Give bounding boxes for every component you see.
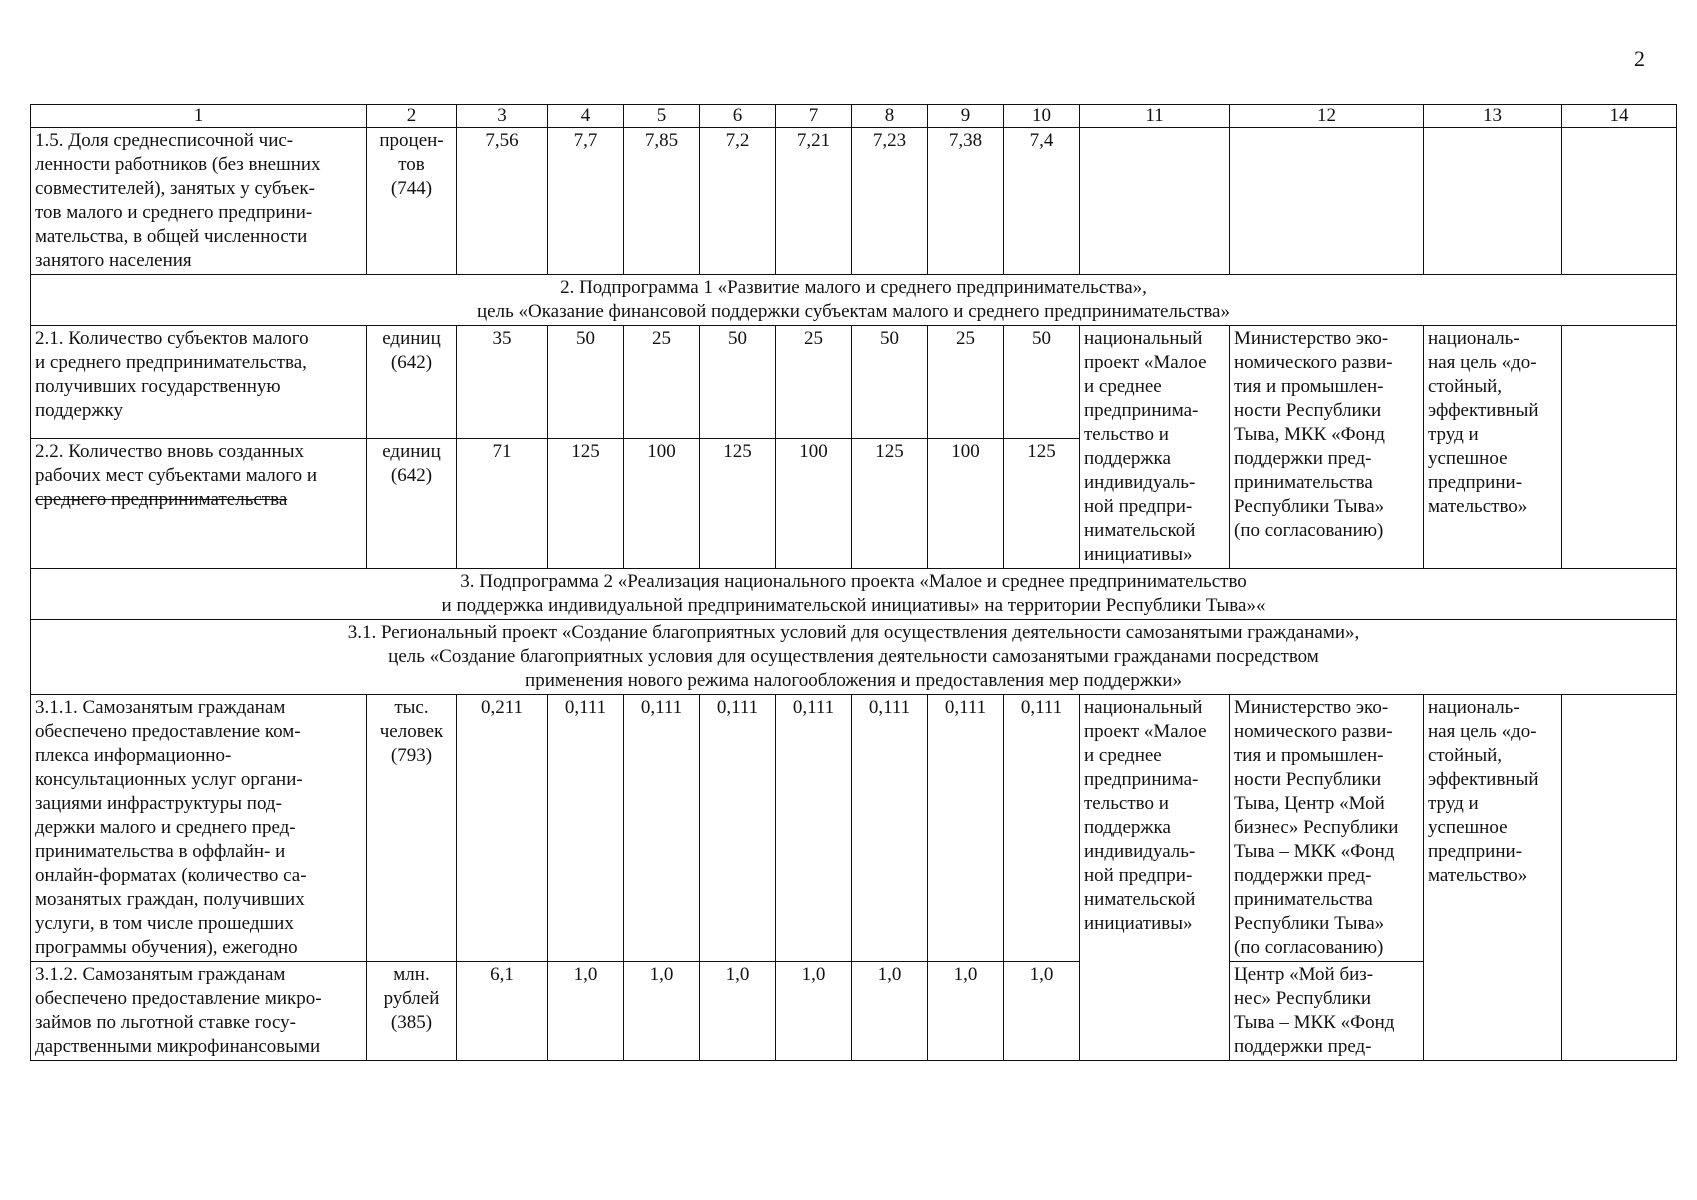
value-cell: 100 (928, 439, 1004, 569)
value-cell: 1,0 (624, 962, 700, 1061)
column-number: 4 (548, 105, 624, 128)
national-goal-cell: националь- ная цель «до- стойный, эффективный труд и успешное предприни- мательство» (1424, 326, 1562, 569)
column-number: 2 (367, 105, 457, 128)
responsible-executor-cell: Министерство эко- номического разви- тия и промышлен- ности Республики Тыва, МКК «Фонд поддержки пред- принимательства Республики Тыва» (по согласованию) (1230, 326, 1424, 569)
empty-cell (1424, 128, 1562, 275)
column-number: 13 (1424, 105, 1562, 128)
column-number: 5 (624, 105, 700, 128)
value-cell: 0,111 (776, 695, 852, 962)
value-cell: 7,85 (624, 128, 700, 275)
indicator-name: 2.1. Количество субъектов малого и среднего предпринимательства, получивших государственную поддержку (31, 326, 367, 439)
value-cell: 0,211 (457, 695, 548, 962)
value-cell: 25 (776, 326, 852, 439)
value-cell: 100 (776, 439, 852, 569)
value-cell: 125 (700, 439, 776, 569)
section-row-2 (31, 275, 1677, 326)
national-goal-cell: националь- ная цель «до- стойный, эффективный труд и успешное предприни- мательство» (1424, 695, 1562, 1061)
value-cell: 7,4 (1004, 128, 1080, 275)
value-cell: 7,21 (776, 128, 852, 275)
section-heading: 3. Подпрограмма 2 «Реализация национального проекта «Малое и среднее предпринимательство и поддержка индивидуальной предпринимательской инициативы» на территории Республики Тыва»« (31, 569, 1677, 620)
value-cell: 1,0 (1004, 962, 1080, 1061)
value-cell: 25 (928, 326, 1004, 439)
value-cell: 0,111 (928, 695, 1004, 962)
column-number: 11 (1080, 105, 1230, 128)
empty-cell (1562, 695, 1677, 1061)
table-row-1-5 (31, 128, 1677, 275)
column-number: 3 (457, 105, 548, 128)
column-number: 14 (1562, 105, 1677, 128)
value-cell: 0,111 (624, 695, 700, 962)
header-row (31, 105, 1677, 128)
section-heading: 3.1. Региональный проект «Создание благоприятных условий для осуществления деятельности самозанятыми гражданами», цель «Создание благоприятных условия для осуществления деятельности самозанятыми гражданами посредством применения нового режима налогообложения и предоставления мер поддержки» (31, 620, 1677, 695)
column-number: 9 (928, 105, 1004, 128)
value-cell: 35 (457, 326, 548, 439)
value-cell: 25 (624, 326, 700, 439)
value-cell: 0,111 (700, 695, 776, 962)
value-cell: 1,0 (700, 962, 776, 1061)
value-cell: 50 (1004, 326, 1080, 439)
value-cell: 50 (852, 326, 928, 439)
unit-cell: тыс. человек (793) (367, 695, 457, 962)
column-number: 1 (31, 105, 367, 128)
empty-cell (1562, 326, 1677, 569)
value-cell: 7,56 (457, 128, 548, 275)
column-number: 12 (1230, 105, 1424, 128)
column-number: 6 (700, 105, 776, 128)
value-cell: 0,111 (852, 695, 928, 962)
national-project-cell: национальный проект «Малое и среднее предпринима- тельство и поддержка индивидуаль- ной предпри- нимательской инициативы» (1080, 695, 1230, 1061)
value-cell: 50 (548, 326, 624, 439)
indicator-name: 1.5. Доля среднесписочной чис- ленности работников (без внешних совместителей), занятых у субъек- тов малого и среднего предприни- мательства, в общей численности занятого населения (31, 128, 367, 275)
section-row-3 (31, 569, 1677, 620)
section-row-3-1 (31, 620, 1677, 695)
national-project-cell: национальный проект «Малое и среднее предпринима- тельство и поддержка индивидуаль- ной предпри- нимательской инициативы» (1080, 326, 1230, 569)
indicator-name: 3.1.1. Самозанятым гражданам обеспечено предоставление ком- плекса информационно- консультационных услуг органи- зациями инфраструктуры под- держки малого и среднего пред- принимательства в оффлайн- и онлайн-форматах (количество са- мозанятых граждан, получивших услуги, в том числе прошедших программы обучения), ежегодно (31, 695, 367, 962)
value-cell: 7,7 (548, 128, 624, 275)
value-cell: 71 (457, 439, 548, 569)
value-cell: 7,2 (700, 128, 776, 275)
value-cell: 1,0 (928, 962, 1004, 1061)
value-cell: 7,38 (928, 128, 1004, 275)
column-number: 7 (776, 105, 852, 128)
indicator-name: 2.2. Количество вновь созданных рабочих мест субъектами малого и среднего предпринимательства (31, 439, 367, 569)
indicator-name: 3.1.2. Самозанятым гражданам обеспечено предоставление микро- займов по льготной ставке госу- дарственными микрофинансовыми (31, 962, 367, 1061)
indicators-table (30, 104, 1677, 1061)
value-cell: 7,23 (852, 128, 928, 275)
value-cell: 0,111 (548, 695, 624, 962)
unit-cell: млн. рублей (385) (367, 962, 457, 1061)
value-cell: 125 (1004, 439, 1080, 569)
unit-cell: процен- тов (744) (367, 128, 457, 275)
value-cell: 6,1 (457, 962, 548, 1061)
column-number: 10 (1004, 105, 1080, 128)
page-number: 2 (1634, 46, 1645, 71)
value-cell: 100 (624, 439, 700, 569)
table-row-2-1 (31, 326, 1677, 439)
value-cell: 0,111 (1004, 695, 1080, 962)
value-cell: 125 (548, 439, 624, 569)
section-heading: 2. Подпрограмма 1 «Развитие малого и среднего предпринимательства», цель «Оказание финансовой поддержки субъектам малого и среднего предпринимательства» (31, 275, 1677, 326)
responsible-executor-cell: Центр «Мой биз- нес» Республики Тыва – МКК «Фонд поддержки пред- (1230, 962, 1424, 1061)
column-number: 8 (852, 105, 928, 128)
table-row-3-1-1 (31, 695, 1677, 962)
empty-cell (1562, 128, 1677, 275)
value-cell: 1,0 (776, 962, 852, 1061)
value-cell: 50 (700, 326, 776, 439)
unit-cell: единиц (642) (367, 439, 457, 569)
value-cell: 125 (852, 439, 928, 569)
empty-cell (1230, 128, 1424, 275)
value-cell: 1,0 (548, 962, 624, 1061)
empty-cell (1080, 128, 1230, 275)
value-cell: 1,0 (852, 962, 928, 1061)
unit-cell: единиц (642) (367, 326, 457, 439)
responsible-executor-cell: Министерство эко- номического разви- тия и промышлен- ности Республики Тыва, Центр «Мой бизнес» Республики Тыва – МКК «Фонд поддержки пред- принимательства Республики Тыва» (по согласованию) (1230, 695, 1424, 962)
